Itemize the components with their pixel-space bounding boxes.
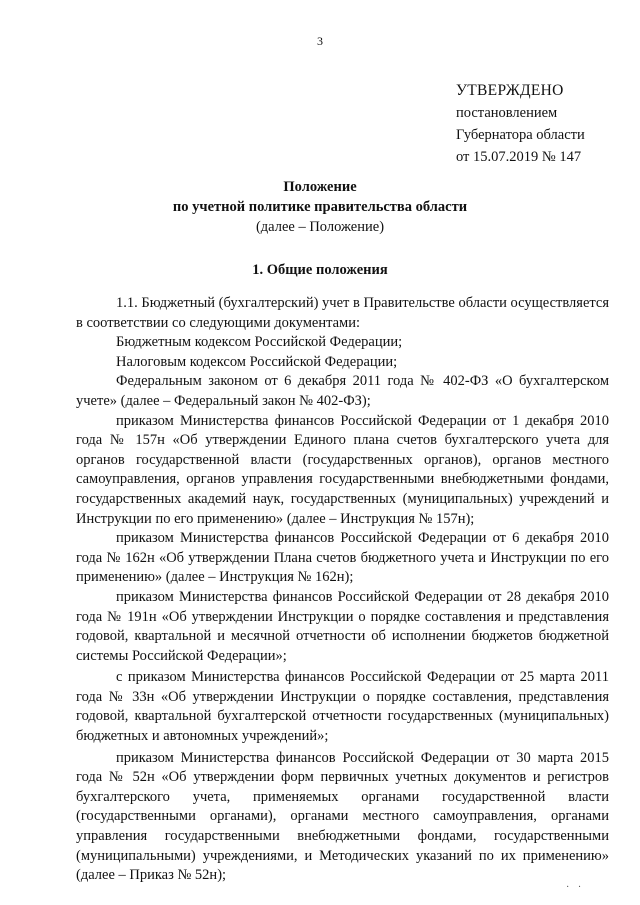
title-line-alias: (далее – Положение) [255, 219, 385, 235]
approval-stamp [456, 80, 626, 168]
section-heading: 1. Общие положения [252, 262, 388, 278]
corner-mark: · · [566, 882, 585, 893]
title-line-regulation: Положение [283, 179, 357, 195]
paragraph: приказом Министерства финансов Российской Федерации от 30 марта 2015 года № 52н «Об утверждении форм первичных учетных документов и регистров бухгалтерского учета, применяемых органами государственной власти (государственными органами), органами местного самоуправления, органами управления государственными внебюджетными фондами, государственными (муниципальными) учреждениями, и Методических указаний по их применению» (далее – Приказ № 52н); [76, 749, 609, 884]
paragraph: Налоговым кодексом Российской Федерации; [116, 353, 398, 370]
paragraph: приказом Министерства финансов Российской Федерации от 1 декабря 2010 года № 157н «Об утверждении Единого плана счетов бухгалтерского учета для органов государственной власти (государственных органов), органов местного самоуправления, органов управления государственными внебюджетными фондами, государственных академий наук, государственных (муниципальных) учреждений и Инструкции по его применению» (далее – Инструкция № 157н); [76, 412, 609, 527]
paragraph: Бюджетным кодексом Российской Федерации; [116, 334, 403, 351]
page-number: 3 [317, 34, 323, 48]
title-line-subject: по учетной политике правительства области [172, 199, 468, 215]
paragraph: 1.1. Бюджетный (бухгалтерский) учет в Правительстве области осуществляется в соответствии со следующими документами: [76, 295, 609, 331]
document-title [0, 177, 640, 237]
approval-line-governor: Губернатора области [456, 127, 585, 143]
paragraph: приказом Министерства финансов Российской Федерации от 28 декабря 2010 года № 191н «Об утверждении Инструкции о порядке составления и представления годовой, квартальной и месячной отчетности об исполнении бюджетов бюджетной системы Российской Федерации»; [76, 588, 609, 664]
paragraph: с приказом Министерства финансов Российской Федерации от 25 марта 2011 года № 33н «Об утверждении Инструкции о порядке составления, представления годовой, квартальной бухгалтерской отчетности государственных (муниципальных) бюджетных и автономных учреждений»; [76, 669, 609, 745]
approval-line-resolution: постановлением [456, 105, 558, 121]
document-body [76, 294, 609, 886]
approval-line-approved: УТВЕРЖДЕНО [456, 82, 564, 99]
paragraph: приказом Министерства финансов Российской Федерации от 6 декабря 2010 года № 162н «Об утверждении Плана счетов бюджетного учета и Инструкции по его применению» (далее – Инструкция № 162н); [76, 530, 609, 586]
paragraph: Федеральным законом от 6 декабря 2011 года № 402-ФЗ «О бухгалтерском учете» (далее – Федеральный закон № 402-ФЗ); [76, 373, 609, 409]
approval-line-date: от 15.07.2019 № 147 [456, 149, 582, 165]
